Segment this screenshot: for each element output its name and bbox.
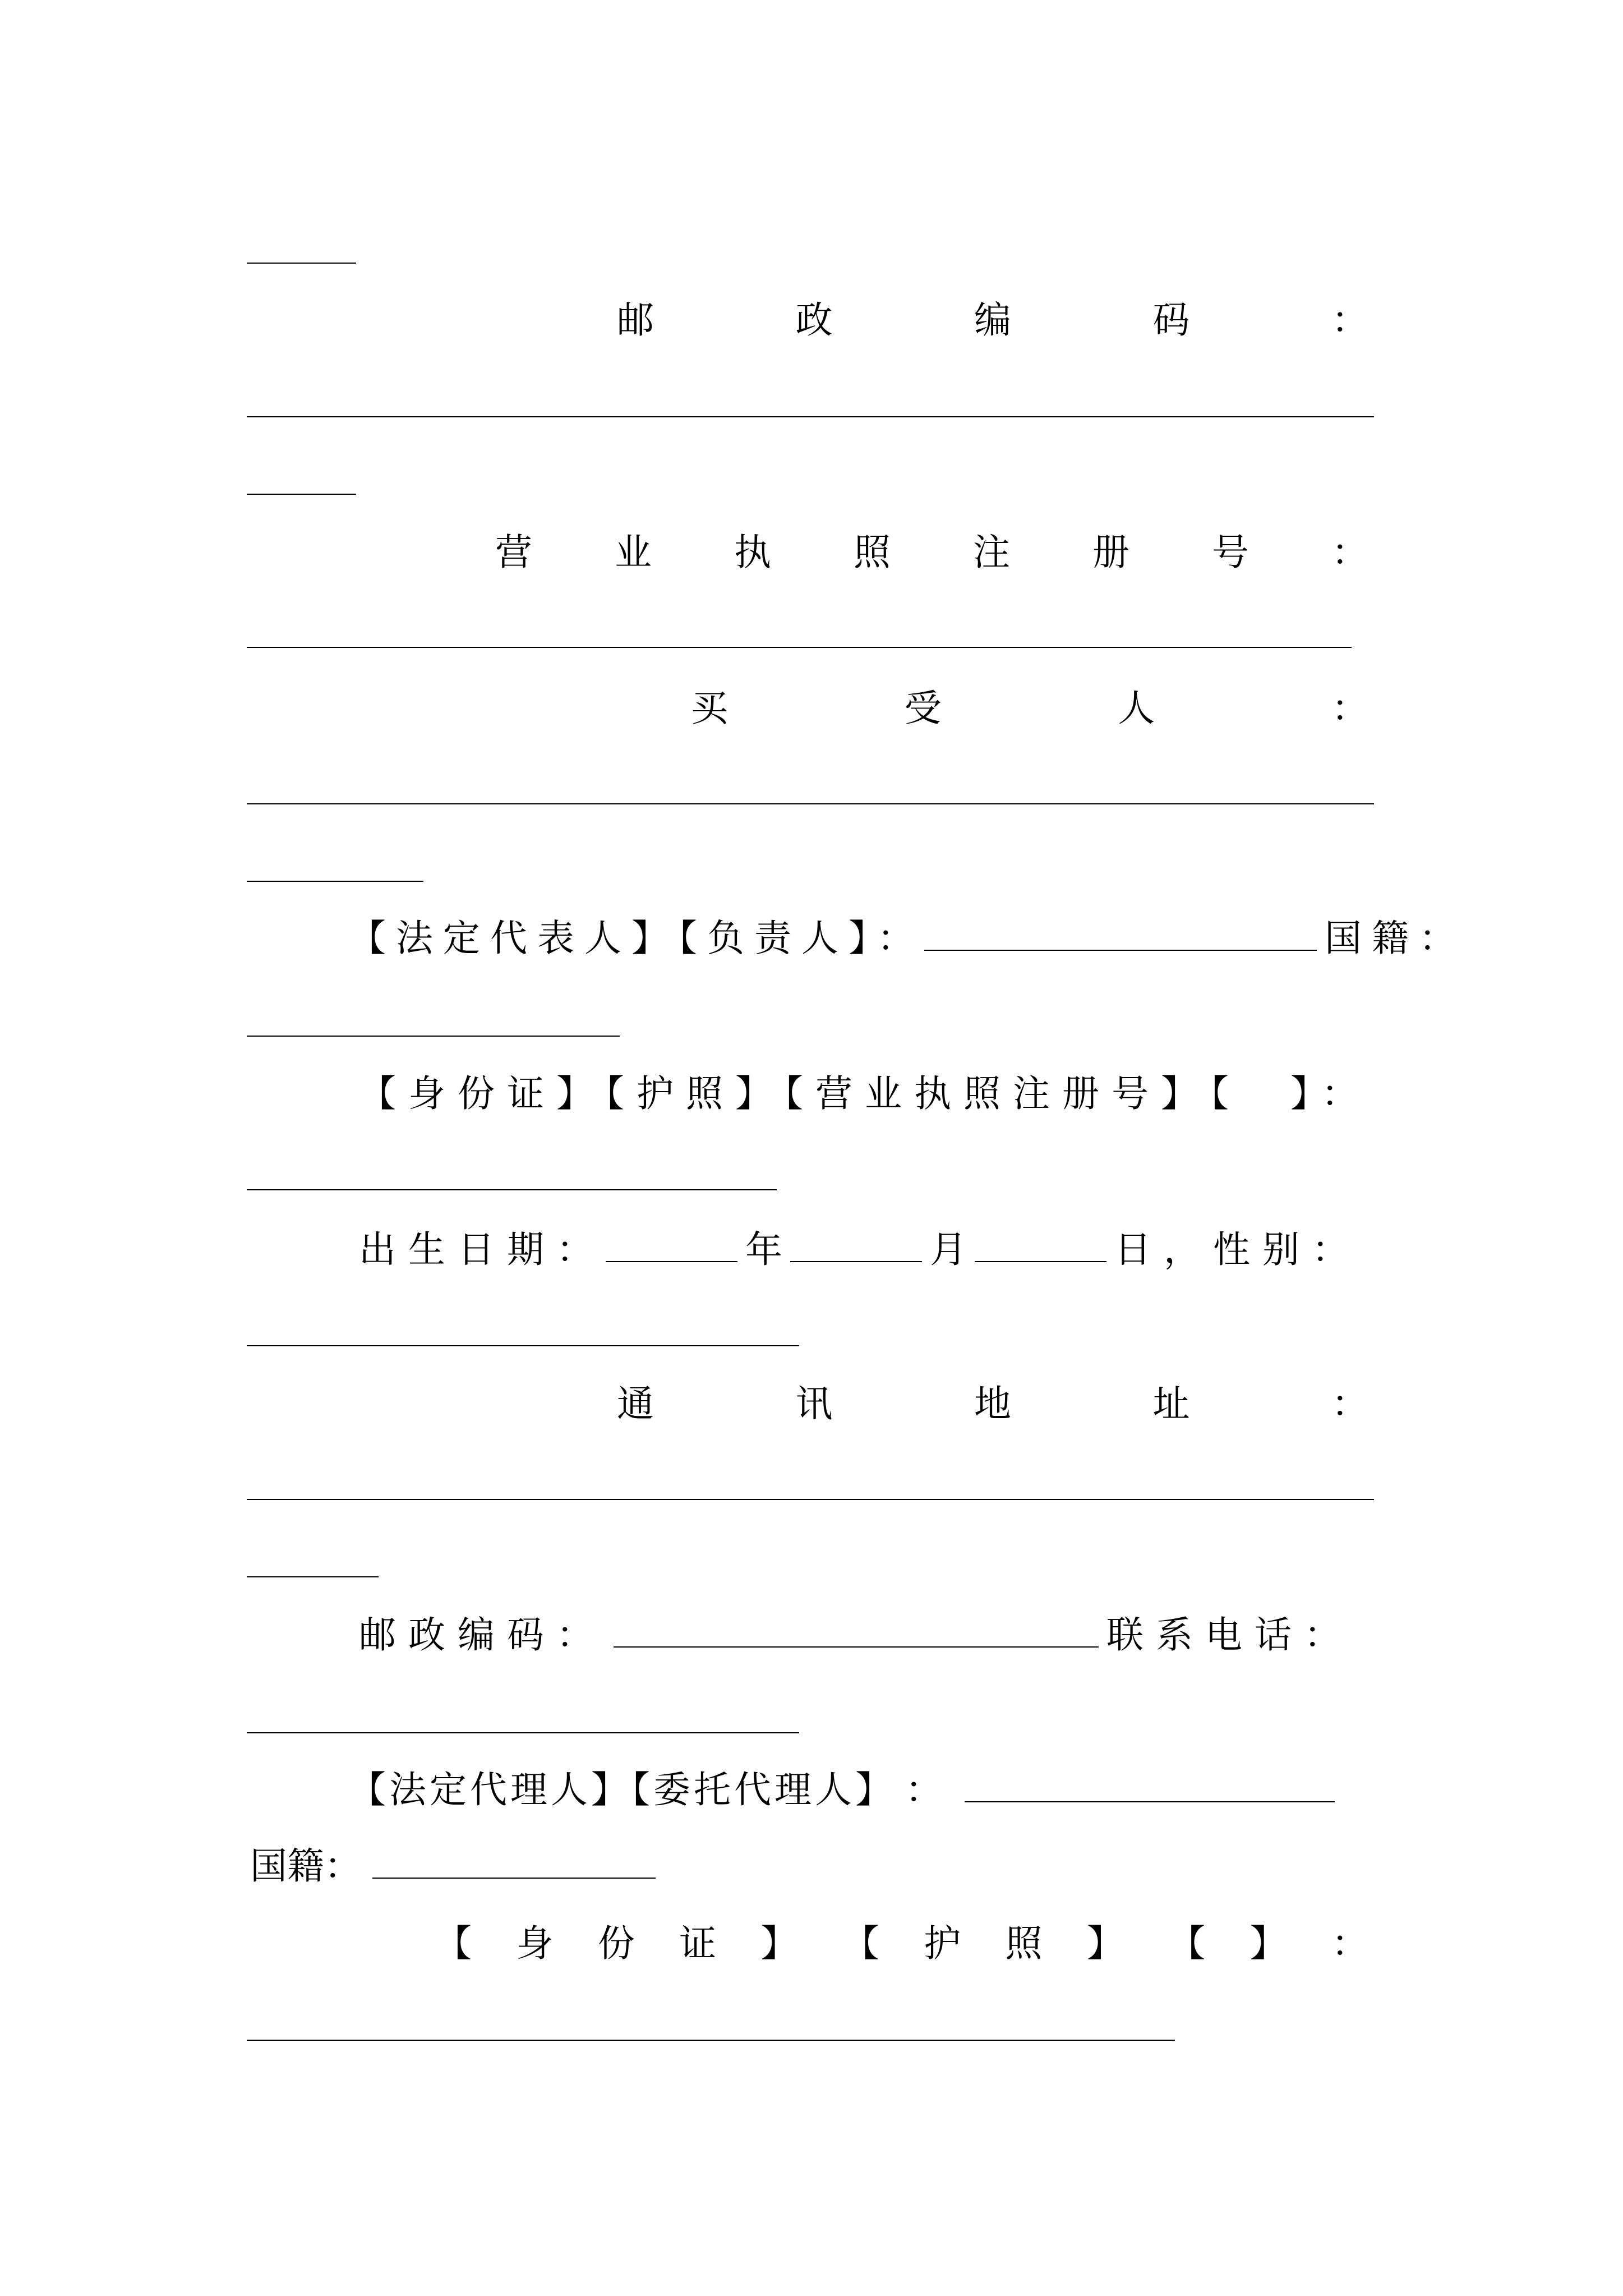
- address-label: [617, 1382, 1368, 1425]
- label-char: 通: [617, 1382, 654, 1425]
- agent-nationality-label: 国籍：: [250, 1844, 361, 1888]
- label-colon: ：: [1331, 1922, 1368, 1965]
- label-char: 照: [1005, 1922, 1043, 1965]
- label-char: 邮: [617, 298, 654, 342]
- year-label: 年: [745, 1228, 782, 1271]
- label-char: 照: [854, 531, 891, 574]
- label-char: 地: [974, 1382, 1011, 1425]
- label-colon: ：: [1331, 1382, 1368, 1425]
- postal-code-label: [617, 298, 1368, 342]
- label-char: 买: [691, 687, 728, 730]
- fill-line: [247, 1576, 379, 1577]
- month-label: 月: [930, 1228, 967, 1271]
- gender-fill-line: [247, 1345, 799, 1346]
- label-char: 证: [679, 1922, 717, 1965]
- fill-line: [247, 881, 423, 882]
- nationality-label: 国籍：: [1325, 917, 1466, 960]
- agent-line: [349, 1768, 1343, 1811]
- agent-nationality-line: [250, 1844, 663, 1888]
- id-no-fill-line: [247, 1189, 777, 1190]
- buyer-fill-line: [247, 803, 1374, 804]
- label-char: 身: [516, 1922, 554, 1965]
- fill-line: [247, 263, 356, 264]
- address-fill-line: [247, 1499, 1374, 1500]
- birth-line: [359, 1228, 1361, 1271]
- label-char: 执: [734, 531, 771, 574]
- postal-code-fill-line-2: [614, 1646, 1099, 1648]
- postal-code-label-2: 邮政编码：: [359, 1613, 606, 1657]
- bracket-open: 【: [842, 1922, 879, 1965]
- agent-colon: ：: [905, 1768, 942, 1811]
- label-char: 人: [1118, 687, 1155, 730]
- month-fill-line: [790, 1261, 922, 1262]
- birth-date-label: 出生日期：: [359, 1228, 606, 1271]
- id-type-label-2: [435, 1922, 1368, 1965]
- bracket-open: 【: [435, 1922, 472, 1965]
- phone-label: 联系电话：: [1106, 1613, 1353, 1657]
- legal-rep-label: 【法定代表人】【负责人】：: [349, 917, 924, 960]
- year-fill-line: [606, 1261, 737, 1262]
- phone-fill-line: [247, 1732, 799, 1733]
- bracket-close: 】: [760, 1922, 798, 1965]
- license-no-label: [495, 531, 1368, 574]
- label-char: 注: [973, 531, 1010, 574]
- label-char: 码: [1152, 298, 1190, 342]
- label-char: 政: [795, 298, 833, 342]
- label-char: 受: [904, 687, 942, 730]
- label-char: 讯: [795, 1382, 833, 1425]
- nationality-fill-line: [247, 1036, 620, 1037]
- legal-rep-line: [349, 917, 1466, 960]
- legal-rep-fill-line: [924, 950, 1317, 951]
- id-type-label: 【身份证】【护照】【营业执照注册号】【 】：: [359, 1072, 1371, 1115]
- label-char: 份: [597, 1922, 635, 1965]
- label-colon: ：: [1331, 687, 1368, 730]
- fill-line: [247, 494, 356, 495]
- gender-label: 性别：: [1213, 1228, 1361, 1271]
- agent-nationality-fill-line: [372, 1878, 656, 1879]
- license-no-fill-line: [247, 647, 1352, 648]
- label-char: 编: [974, 298, 1011, 342]
- day-label: 日，: [1114, 1228, 1213, 1271]
- agent-label: 【法定代理人】【委托代理人】: [349, 1768, 877, 1811]
- label-char: 业: [615, 531, 652, 574]
- label-colon: ：: [1331, 531, 1368, 574]
- bracket-close: 】: [1249, 1922, 1287, 1965]
- bracket-open: 【: [1168, 1922, 1206, 1965]
- contact-line: [359, 1613, 1353, 1657]
- label-colon: ：: [1331, 298, 1368, 342]
- buyer-label: [691, 687, 1368, 730]
- label-char: 号: [1212, 531, 1249, 574]
- agent-fill-line: [965, 1801, 1335, 1802]
- label-char: 营: [495, 531, 532, 574]
- label-char: 册: [1092, 531, 1129, 574]
- label-char: 护: [924, 1922, 961, 1965]
- postal-code-fill-line: [247, 416, 1374, 417]
- day-fill-line: [975, 1261, 1106, 1262]
- id-no-fill-line-2: [247, 2040, 1175, 2041]
- label-char: 址: [1152, 1382, 1190, 1425]
- bracket-close: 】: [1086, 1922, 1124, 1965]
